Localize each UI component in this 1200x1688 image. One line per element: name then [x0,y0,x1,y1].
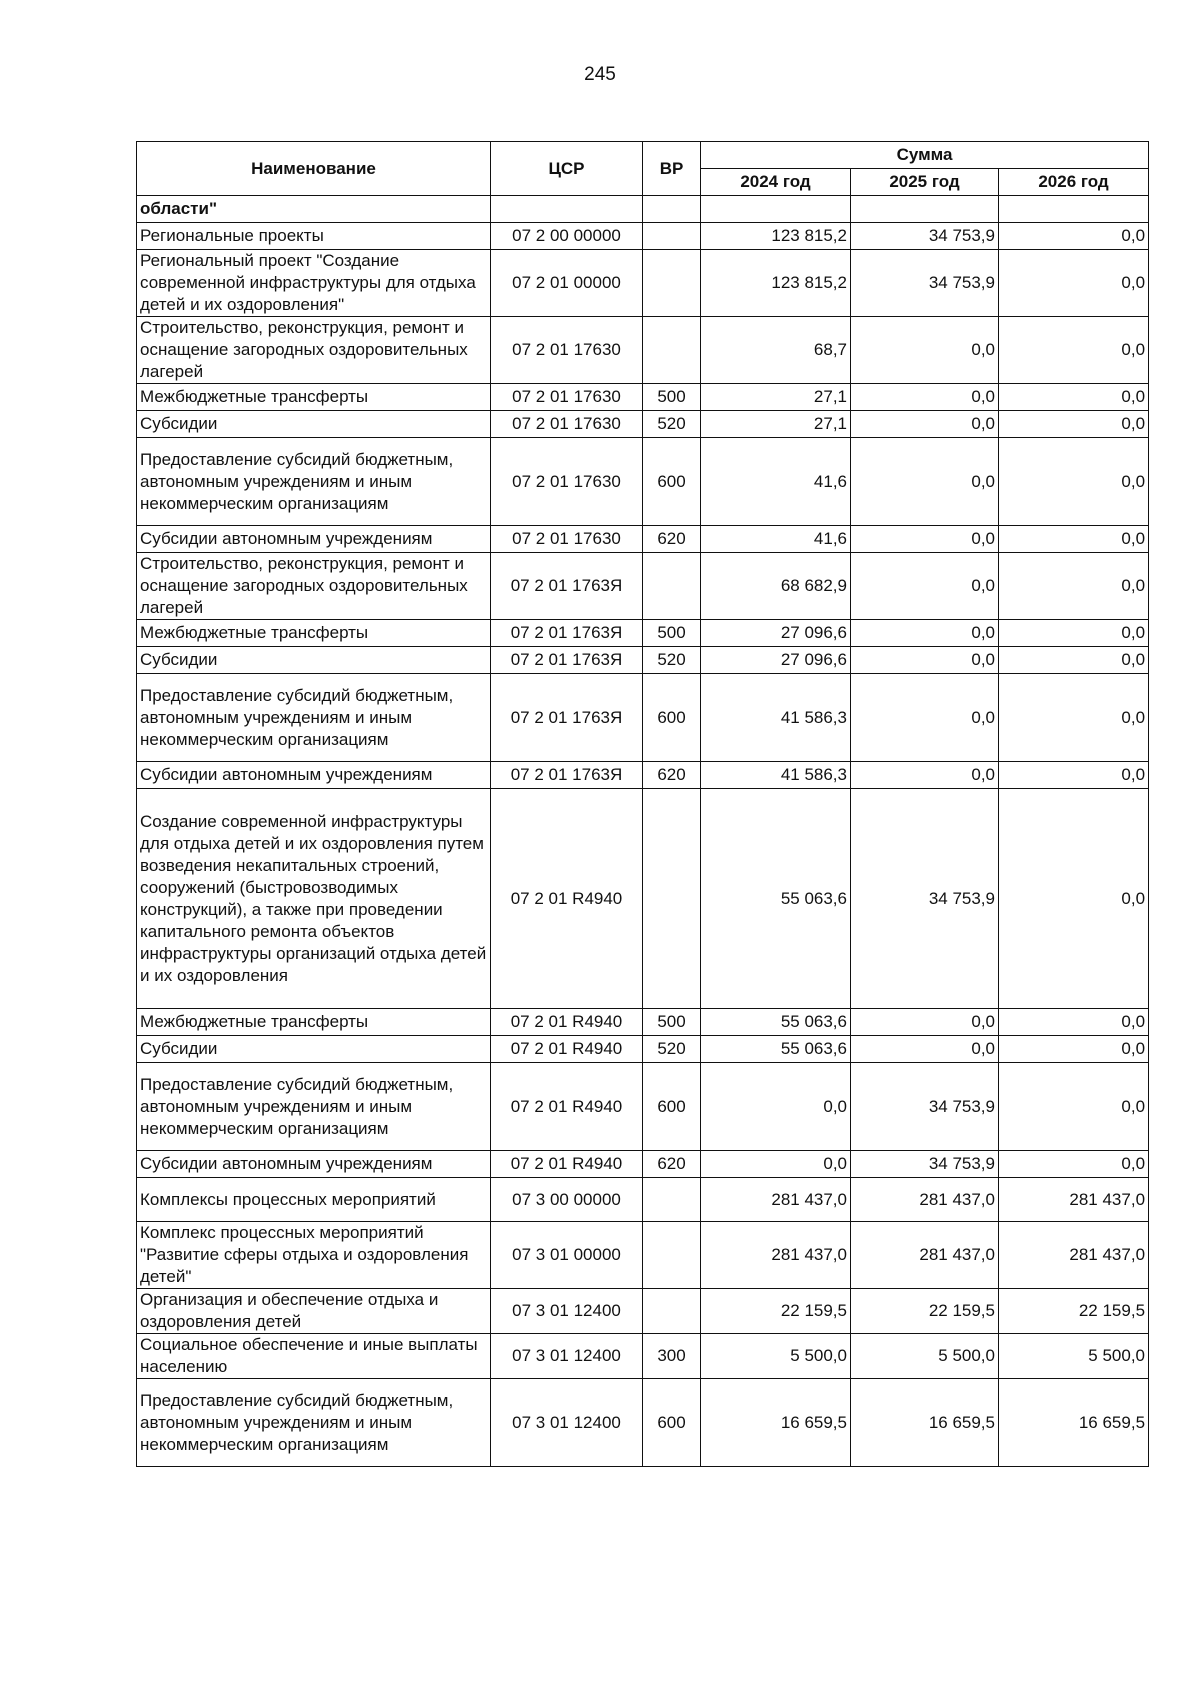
row-sum-2026: 0,0 [999,411,1149,438]
header-name: Наименование [137,142,491,196]
row-sum-2024: 27 096,6 [701,647,851,674]
table-row [137,384,1149,411]
row-name: Комплексы процессных мероприятий [137,1178,491,1222]
row-sum-2026: 0,0 [999,317,1149,384]
row-sum-2025: 0,0 [851,526,999,553]
page-number: 245 [584,64,616,85]
row-sum-2024: 123 815,2 [701,223,851,250]
table-row [137,317,1149,384]
table-row [137,553,1149,620]
row-sum-2024: 27,1 [701,411,851,438]
table-row [137,526,1149,553]
row-sum-2026: 0,0 [999,1009,1149,1036]
row-name: Региональный проект "Создание современной инфраструктуры для отдыха детей и их оздоровления" [137,250,491,317]
row-vr: 620 [643,762,701,789]
row-sum-2025: 0,0 [851,674,999,762]
row-sum-2026: 5 500,0 [999,1334,1149,1379]
row-sum-2025: 281 437,0 [851,1222,999,1289]
row-csr: 07 2 01 1763Я [491,553,643,620]
row-sum-2026: 0,0 [999,384,1149,411]
row-sum-2025: 281 437,0 [851,1178,999,1222]
row-sum-2026: 0,0 [999,553,1149,620]
row-sum-2026: 0,0 [999,762,1149,789]
row-sum-2024 [701,196,851,223]
row-csr: 07 2 01 17630 [491,411,643,438]
row-vr [643,789,701,1009]
row-name: Предоставление субсидий бюджетным, автономным учреждениям и иным некоммерческим организациям [137,1063,491,1151]
row-name: Социальное обеспечение и иные выплаты населению [137,1334,491,1379]
row-vr: 600 [643,1063,701,1151]
row-csr: 07 2 01 R4940 [491,1009,643,1036]
row-csr: 07 2 01 R4940 [491,789,643,1009]
row-vr [643,317,701,384]
row-csr [491,196,643,223]
row-vr [643,250,701,317]
row-csr: 07 2 00 00000 [491,223,643,250]
row-name: Межбюджетные трансферты [137,620,491,647]
row-name: Субсидии [137,1036,491,1063]
row-sum-2026: 0,0 [999,1036,1149,1063]
row-name: Субсидии автономным учреждениям [137,762,491,789]
row-sum-2025: 34 753,9 [851,223,999,250]
row-csr: 07 3 01 00000 [491,1222,643,1289]
header-2024: 2024 год [701,169,851,196]
row-name: Комплекс процессных мероприятий "Развитие сферы отдыха и оздоровления детей" [137,1222,491,1289]
row-csr: 07 2 01 17630 [491,317,643,384]
row-sum-2024: 27,1 [701,384,851,411]
row-csr: 07 2 01 R4940 [491,1036,643,1063]
row-name: Субсидии [137,647,491,674]
row-sum-2025: 22 159,5 [851,1289,999,1334]
row-sum-2024: 41,6 [701,526,851,553]
row-csr: 07 2 01 17630 [491,384,643,411]
row-sum-2024: 68 682,9 [701,553,851,620]
row-csr: 07 2 01 17630 [491,438,643,526]
row-name: Строительство, реконструкция, ремонт и оснащение загородных оздоровительных лагерей [137,553,491,620]
row-sum-2025: 34 753,9 [851,789,999,1009]
row-sum-2026: 16 659,5 [999,1379,1149,1467]
row-sum-2026: 22 159,5 [999,1289,1149,1334]
row-name: Предоставление субсидий бюджетным, автономным учреждениям и иным некоммерческим организациям [137,674,491,762]
row-sum-2024: 41 586,3 [701,674,851,762]
table-row [137,250,1149,317]
row-name: области" [137,196,491,223]
row-vr: 600 [643,438,701,526]
row-sum-2025: 0,0 [851,620,999,647]
budget-table [136,141,1149,1467]
table-row [137,647,1149,674]
row-vr: 300 [643,1334,701,1379]
table-row [137,762,1149,789]
row-sum-2024: 27 096,6 [701,620,851,647]
table-row [137,1009,1149,1036]
row-sum-2026: 0,0 [999,674,1149,762]
header-vr: ВР [643,142,701,196]
row-sum-2025: 0,0 [851,438,999,526]
table-row [137,438,1149,526]
row-sum-2025: 0,0 [851,411,999,438]
row-sum-2025: 0,0 [851,553,999,620]
row-vr: 520 [643,647,701,674]
row-name: Межбюджетные трансферты [137,384,491,411]
row-name: Субсидии [137,411,491,438]
row-sum-2026: 0,0 [999,438,1149,526]
row-vr: 500 [643,1009,701,1036]
table-row [137,1379,1149,1467]
row-sum-2025: 5 500,0 [851,1334,999,1379]
header-sum: Сумма [701,142,1149,169]
table-row [137,789,1149,1009]
table-row [137,1063,1149,1151]
table-row [137,1222,1149,1289]
row-sum-2026: 0,0 [999,620,1149,647]
row-sum-2024: 68,7 [701,317,851,384]
row-vr [643,1222,701,1289]
header-csr: ЦСР [491,142,643,196]
row-sum-2025: 0,0 [851,1036,999,1063]
row-vr: 520 [643,411,701,438]
row-sum-2026: 0,0 [999,250,1149,317]
table-row [137,674,1149,762]
row-vr: 600 [643,674,701,762]
row-sum-2025: 0,0 [851,762,999,789]
row-csr: 07 3 01 12400 [491,1334,643,1379]
row-sum-2025 [851,196,999,223]
row-sum-2024: 55 063,6 [701,1036,851,1063]
row-sum-2025: 0,0 [851,317,999,384]
row-name: Организация и обеспечение отдыха и оздоровления детей [137,1289,491,1334]
row-vr [643,553,701,620]
header-2026: 2026 год [999,169,1149,196]
row-sum-2026: 0,0 [999,1151,1149,1178]
row-csr: 07 3 01 12400 [491,1379,643,1467]
row-vr [643,196,701,223]
row-name: Субсидии автономным учреждениям [137,1151,491,1178]
row-csr: 07 2 01 1763Я [491,647,643,674]
row-vr [643,1289,701,1334]
row-csr: 07 2 01 1763Я [491,762,643,789]
row-sum-2024: 0,0 [701,1151,851,1178]
row-csr: 07 2 01 R4940 [491,1151,643,1178]
row-sum-2024: 281 437,0 [701,1222,851,1289]
row-sum-2025: 0,0 [851,384,999,411]
table-row [137,1289,1149,1334]
row-sum-2024: 55 063,6 [701,789,851,1009]
row-name: Предоставление субсидий бюджетным, автономным учреждениям и иным некоммерческим организациям [137,438,491,526]
row-sum-2025: 34 753,9 [851,1151,999,1178]
row-name: Межбюджетные трансферты [137,1009,491,1036]
row-sum-2025: 34 753,9 [851,250,999,317]
row-csr: 07 2 01 1763Я [491,620,643,647]
row-vr [643,1178,701,1222]
row-csr: 07 3 00 00000 [491,1178,643,1222]
row-sum-2026 [999,196,1149,223]
table-row [137,1036,1149,1063]
row-csr: 07 2 01 R4940 [491,1063,643,1151]
row-sum-2026: 281 437,0 [999,1178,1149,1222]
row-sum-2024: 41 586,3 [701,762,851,789]
row-sum-2026: 0,0 [999,789,1149,1009]
row-sum-2025: 34 753,9 [851,1063,999,1151]
row-name: Субсидии автономным учреждениям [137,526,491,553]
table-row [137,620,1149,647]
row-vr: 520 [643,1036,701,1063]
header-2025: 2025 год [851,169,999,196]
row-vr [643,223,701,250]
row-name: Предоставление субсидий бюджетным, автономным учреждениям и иным некоммерческим организациям [137,1379,491,1467]
row-sum-2025: 16 659,5 [851,1379,999,1467]
row-sum-2026: 0,0 [999,223,1149,250]
row-vr: 600 [643,1379,701,1467]
row-sum-2025: 0,0 [851,647,999,674]
row-name: Строительство, реконструкция, ремонт и оснащение загородных оздоровительных лагерей [137,317,491,384]
row-sum-2026: 281 437,0 [999,1222,1149,1289]
row-sum-2024: 0,0 [701,1063,851,1151]
row-sum-2026: 0,0 [999,647,1149,674]
row-sum-2024: 5 500,0 [701,1334,851,1379]
row-sum-2024: 16 659,5 [701,1379,851,1467]
row-name: Региональные проекты [137,223,491,250]
row-name: Создание современной инфраструктуры для отдыха детей и их оздоровления путем возведения некапитальных строений, сооружений (быстровозводимых конструкций), а также при проведении капитального ремонта объектов инфраструктуры организаций отдыха детей и их оздоровления [137,789,491,1009]
row-sum-2024: 55 063,6 [701,1009,851,1036]
table-row [137,1334,1149,1379]
row-vr: 620 [643,526,701,553]
row-sum-2024: 123 815,2 [701,250,851,317]
row-csr: 07 2 01 1763Я [491,674,643,762]
row-sum-2024: 281 437,0 [701,1178,851,1222]
row-vr: 500 [643,620,701,647]
table-body [137,196,1149,1467]
table-row [137,196,1149,223]
row-csr: 07 2 01 17630 [491,526,643,553]
table-row [137,1178,1149,1222]
row-vr: 500 [643,384,701,411]
table-header [137,142,1149,196]
table-row [137,223,1149,250]
row-sum-2024: 41,6 [701,438,851,526]
row-sum-2026: 0,0 [999,1063,1149,1151]
row-csr: 07 2 01 00000 [491,250,643,317]
row-csr: 07 3 01 12400 [491,1289,643,1334]
row-sum-2026: 0,0 [999,526,1149,553]
row-sum-2025: 0,0 [851,1009,999,1036]
table-row [137,411,1149,438]
row-vr: 620 [643,1151,701,1178]
table-row [137,1151,1149,1178]
row-sum-2024: 22 159,5 [701,1289,851,1334]
